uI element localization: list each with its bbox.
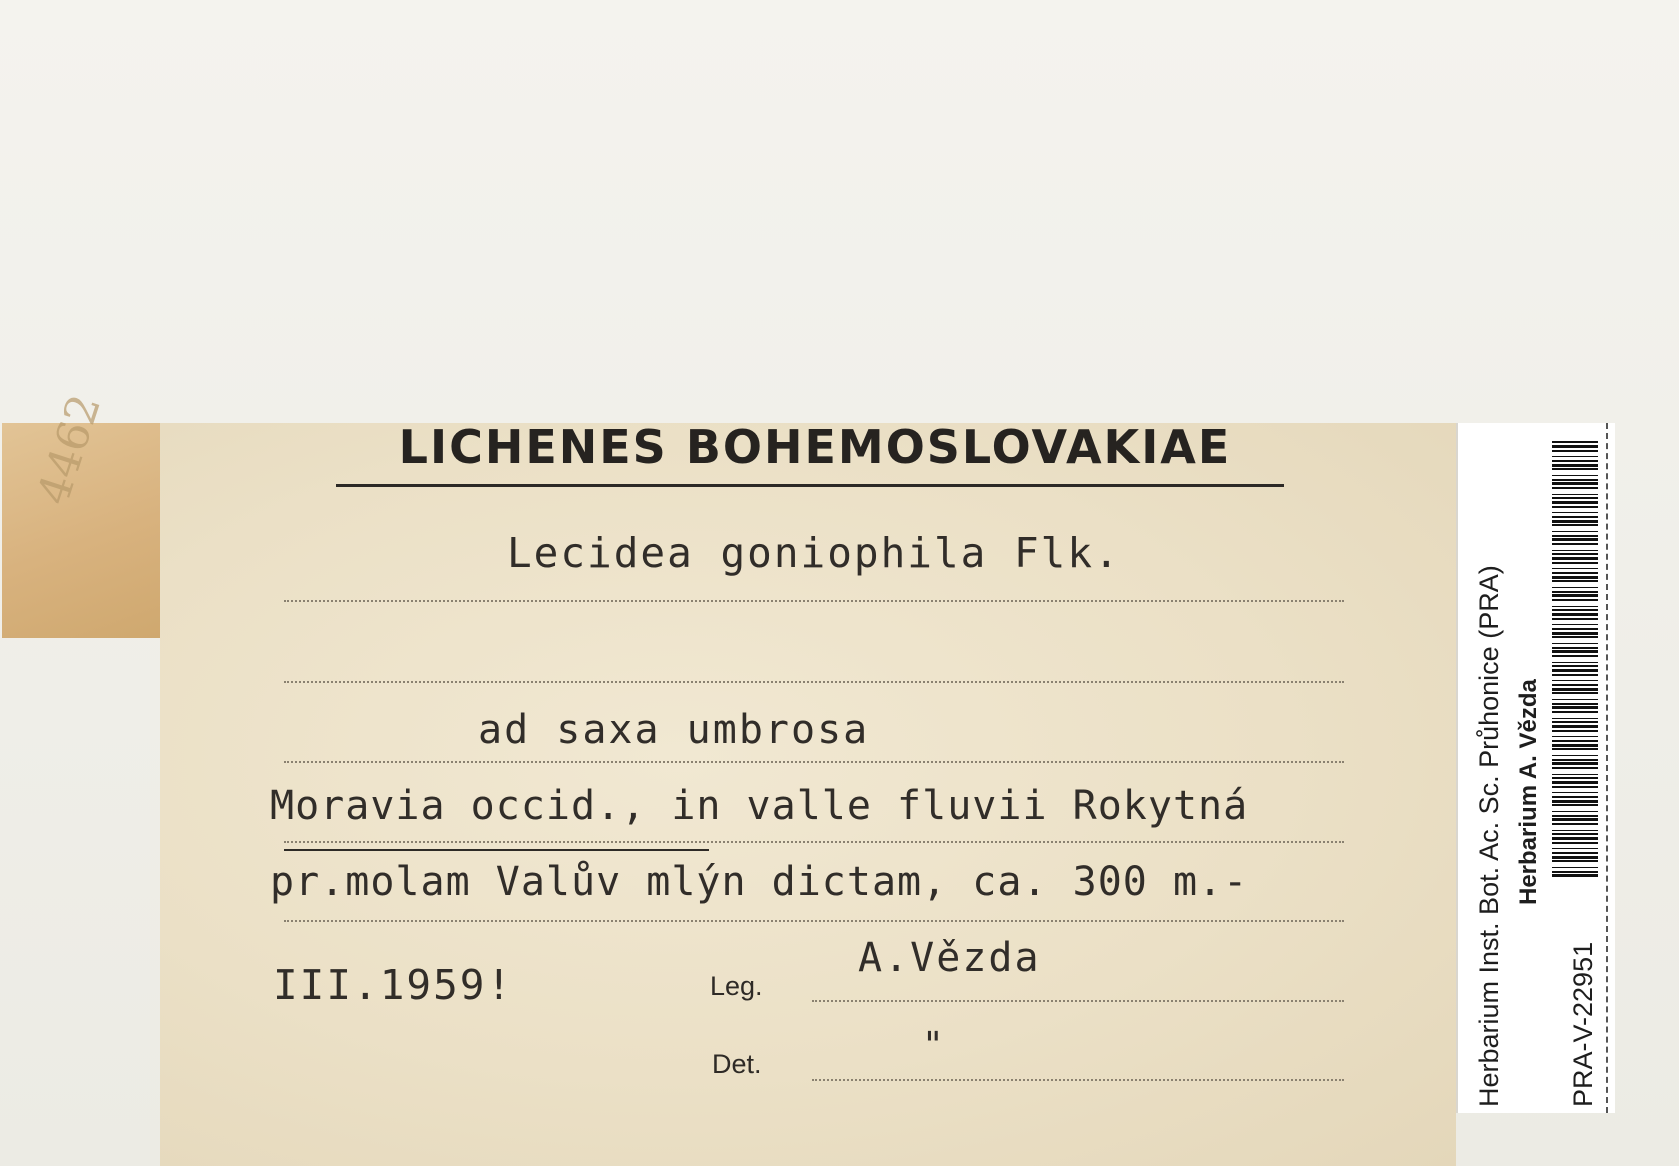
dotted-line [284,841,1344,843]
barcode-bar [1552,852,1598,854]
herbarium-barcode-tag [1456,423,1615,1113]
barcode-bar [1552,445,1598,448]
barcode-bar [1552,856,1598,859]
collection-text: Herbarium A. Vězda [1515,679,1542,905]
barcode-bar [1552,609,1598,611]
barcode-bar [1552,860,1598,862]
det-label: Det. [712,1049,762,1079]
barcode-bar [1552,506,1598,508]
dotted-line [812,1000,1344,1002]
barcode-bar [1552,792,1598,793]
barcode-bar [1552,450,1598,452]
barcode-bar [1552,520,1598,523]
leg-value: A.Vězda [858,935,1041,981]
barcode-bar [1552,618,1598,620]
barcode-bar [1552,680,1598,681]
leg-label: Leg. [710,971,763,1001]
barcode-bar [1552,730,1598,732]
barcode-bar [1552,818,1598,821]
dotted-line [284,681,1344,683]
barcode-bar [1552,591,1598,593]
barcode-bar [1552,837,1598,840]
barcode-bar [1552,632,1598,635]
barcode-bar [1552,624,1598,625]
barcode-bar [1552,516,1598,518]
barcode-bar [1552,580,1598,582]
barcode-bar [1552,636,1598,638]
barcode-bar [1552,842,1598,844]
barcode-bar [1552,848,1598,849]
barcode-bar [1552,512,1598,513]
title-rule [336,484,1284,487]
barcode-bar [1552,531,1598,532]
barcode-bar [1552,703,1598,705]
barcode-bar [1552,550,1598,551]
barcode-bar [1552,815,1598,817]
barcode-bar [1552,725,1598,728]
barcode-bar [1552,833,1598,835]
barcode-bar [1552,777,1598,779]
barcode-bar [1552,665,1598,667]
barcode-bar [1552,647,1598,649]
barcode-bar [1552,441,1598,443]
barcode-bar [1552,487,1598,489]
barcode-bar [1552,650,1598,653]
barcode-bar [1552,662,1598,663]
barcode-bar [1552,572,1598,574]
barcode-bar [1552,804,1598,806]
barcode-bar [1552,740,1598,742]
barcode-bar [1552,786,1598,788]
barcode-bar [1552,501,1598,504]
barcode-bar [1552,643,1598,644]
collection-date: III.1959! [273,961,514,1009]
barcode-bar [1552,655,1598,657]
specimen-label [160,420,1456,1166]
barcode [1552,441,1598,877]
barcode-bar [1552,475,1598,476]
barcode-bar [1552,674,1598,676]
barcode-bar [1552,606,1598,607]
barcode-bar [1552,599,1598,601]
barcode-bar [1552,762,1598,765]
barcode-bar [1552,535,1598,537]
barcode-bar [1552,568,1598,569]
barcode-bar [1552,684,1598,686]
specimen-id: PRA-V-22951 [1568,941,1598,1107]
barcode-bar [1552,767,1598,769]
barcode-bar [1552,543,1598,545]
barcode-bar [1552,557,1598,560]
barcode-bar [1552,748,1598,750]
barcode-bar [1552,699,1598,700]
barcode-bar [1552,706,1598,709]
barcode-bar [1552,494,1598,495]
barcode-bar [1552,587,1598,588]
series-title: LICHENES BOHEMOSLOVAKIAE [398,420,1232,474]
barcode-bar [1552,823,1598,825]
barcode-bar [1552,774,1598,775]
barcode-bar [1552,874,1598,877]
handwritten-number: 4462 [28,388,112,511]
barcode-bar [1552,867,1598,868]
barcode-bar [1552,524,1598,526]
barcode-bar [1552,744,1598,747]
dotted-line [284,920,1344,922]
barcode-bar [1552,464,1598,467]
barcode-bar [1552,796,1598,798]
barcode-bar [1552,721,1598,723]
substrate: ad saxa umbrosa [478,707,870,753]
dotted-line [284,600,1344,602]
barcode-bar [1552,538,1598,541]
barcode-bar [1552,594,1598,597]
dotted-line [812,1079,1344,1081]
locality-underline [284,849,709,851]
barcode-bar [1552,628,1598,630]
barcode-bar [1552,669,1598,672]
barcode-bar [1552,688,1598,691]
barcode-bar [1552,830,1598,831]
barcode-bar [1552,718,1598,719]
locality-line-1: Moravia occid., in valle fluvii Rokytná [270,783,1249,829]
barcode-bar [1552,576,1598,579]
paper-tab [2,388,160,638]
barcode-bar [1552,711,1598,713]
barcode-bar [1552,755,1598,756]
barcode-bar [1552,497,1598,499]
barcode-bar [1552,613,1598,616]
barcode-bar [1552,479,1598,481]
barcode-bar [1552,692,1598,694]
barcode-bar [1552,781,1598,784]
locality-line-2: pr.molam Valův mlýn dictam, ca. 300 m.- [270,859,1249,905]
barcode-bar [1552,456,1598,457]
barcode-bar [1552,562,1598,564]
barcode-bar [1552,800,1598,803]
barcode-bar [1552,736,1598,737]
barcode-bar [1552,871,1598,873]
dotted-line [284,761,1344,763]
barcode-bar [1552,759,1598,761]
barcode-bar [1552,811,1598,812]
species-name: Lecidea goniophila Flk. [507,529,1121,577]
cut-line [1606,423,1608,1113]
det-value: " [922,1025,946,1066]
barcode-bar [1552,468,1598,470]
barcode-bar [1552,460,1598,462]
barcode-bar [1552,553,1598,555]
institution-text: Herbarium Inst. Bot. Ac. Sc. Průhonice (PRA) [1474,565,1504,1107]
barcode-bar [1552,482,1598,485]
